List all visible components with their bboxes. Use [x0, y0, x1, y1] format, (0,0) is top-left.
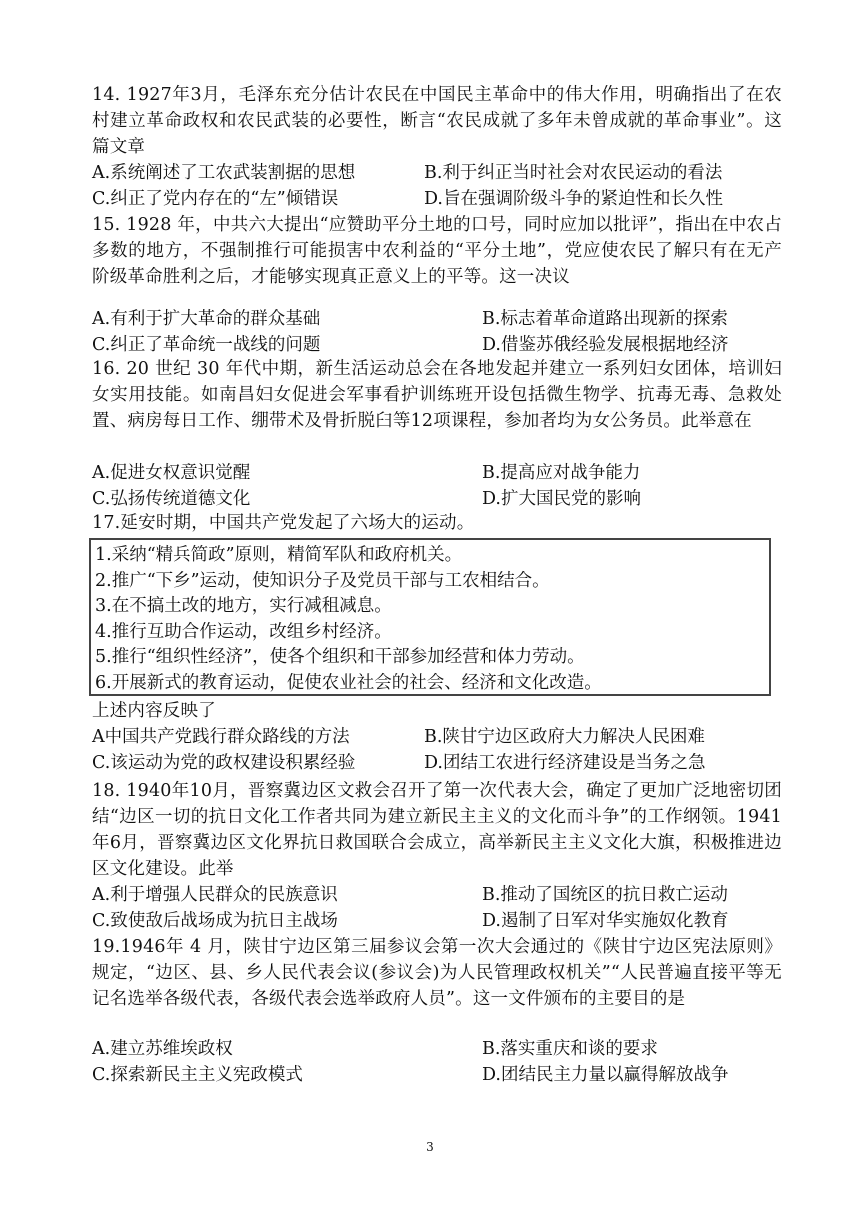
q19-option-d: D.团结民主力量以赢得解放战争 [482, 1065, 729, 1085]
question-16-stem: 16. 20 世纪 30 年代中期，新生活运动总会在各地发起并建立一系列妇女团体，培训妇女实用技能。如南昌妇女促进会军事看护训练班开设包括微生物学、抗毒无毒、急救处置、病房每日工作、绷带术及骨折脱臼等12项课程，参加者均为女公务员。此举意在 [92, 359, 782, 431]
page-number: 3 [426, 1140, 434, 1154]
question-18-options [92, 882, 782, 934]
q18-option-a: A.利于增强人民群众的民族意识 [92, 885, 338, 905]
q17-material-line-5: 5.推行“组织性经济”，使各个组织和干部参加经营和体力劳动。 [95, 647, 585, 667]
q16-option-d: D.扩大国民党的影响 [482, 489, 641, 509]
question-14-stem: 14. 1927年3月，毛泽东充分估计农民在中国民主革命中的伟大作用，明确指出了在农村建立革命政权和农民武装的必要性，断言“农民成就了多年未曾成就的革命事业”。这篇文章 [92, 85, 782, 157]
q14-option-b: B.利于纠正当时社会对农民运动的看法 [424, 163, 723, 183]
q18-option-d: D.遏制了日军对华实施奴化教育 [482, 911, 729, 931]
q14-option-d: D.旨在强调阶级斗争的紧迫性和长久性 [424, 189, 723, 209]
q15-option-b: B.标志着革命道路出现新的探索 [482, 309, 728, 329]
q17-material-line-4: 4.推行互助合作运动，改组乡村经济。 [95, 621, 392, 642]
q16-option-b: B.提高应对战争能力 [482, 463, 641, 483]
q14-option-c: C.纠正了党内存在的“左”倾错误 [92, 189, 339, 209]
q17-option-c: C.该运动为党的政权建设积累经验 [92, 753, 356, 773]
q17-prompt: 上述内容反映了 [92, 701, 216, 721]
q16-option-a: A.促进女权意识觉醒 [92, 463, 251, 483]
q19-option-b: B.落实重庆和谈的要求 [482, 1039, 658, 1059]
q15-option-d: D.借鉴苏俄经验发展根据地经济 [482, 335, 729, 355]
question-15-options [92, 306, 782, 358]
q16-option-c: C.弘扬传统道德文化 [92, 489, 251, 509]
q17-option-b: B.陕甘宁边区政府大力解决人民困难 [424, 727, 705, 747]
q19-option-c: C.探索新民主主义宪政模式 [92, 1065, 303, 1085]
question-14-options [92, 160, 782, 212]
question-19-stem: 19.1946年 4 月，陕甘宁边区第三届参议会第一次大会通过的《陕甘宁边区宪法原则》规定，“边区、县、乡人民代表会议(参议会)为人民管理政权机关”“人民普遍直接平等无记名选举各级代表，各级代表会选举政府人员”。这一文件颁布的主要目的是 [92, 937, 782, 1009]
question-17-stem: 17.延安时期，中国共产党发起了六场大的运动。 [92, 513, 475, 533]
q17-material-line-2: 2.推广“下乡”运动，使知识分子及党员干部与工农相结合。 [95, 570, 550, 591]
question-15-stem: 15. 1928 年，中共六大提出“应赞助平分土地的口号，同时应加以批评”，指出在中农占多数的地方，不强制推行可能损害中农利益的“平分土地”，党应使农民了解只有在无产阶级革命胜利之后，才能够实现真正意义上的平等。这一决议 [92, 215, 782, 287]
q15-option-a: A.有利于扩大革命的群众基础 [92, 309, 321, 329]
q17-material-box [89, 538, 771, 696]
q18-option-b: B.推动了国统区的抗日救亡运动 [482, 885, 728, 905]
q17-material-line-3: 3.在不搞土改的地方，实行减租减息。 [95, 596, 392, 616]
q18-option-c: C.致使敌后战场成为抗日主战场 [92, 911, 338, 931]
q17-material-line-1: 1.采纳“精兵简政”原则，精简军队和政府机关。 [95, 545, 463, 565]
q14-option-a: A.系统阐述了工农武装割据的思想 [92, 163, 356, 183]
q17-material-line-6: 6.开展新式的教育运动，促使农业社会的社会、经济和文化改造。 [95, 672, 602, 693]
q15-option-c: C.纠正了革命统一战线的问题 [92, 335, 321, 355]
q17-option-a: A中国共产党践行群众路线的方法 [92, 727, 350, 747]
question-19-options [92, 1036, 782, 1088]
question-17-options [92, 724, 782, 776]
question-18-stem: 18. 1940年10月，晋察冀边区文救会召开了第一次代表大会，确定了更加广泛地密切团结“边区一切的抗日文化工作者共同为建立新民主主义的文化而斗争”的工作纲领。1941年6月，晋察冀边区文化界抗日救国联合会成立，高举新民主主义文化大旗，积极推进边区文化建设。此举 [92, 781, 782, 879]
q17-option-d: D.团结工农进行经济建设是当务之急 [424, 753, 706, 773]
q19-option-a: A.建立苏维埃政权 [92, 1039, 233, 1059]
question-16-options [92, 460, 782, 512]
